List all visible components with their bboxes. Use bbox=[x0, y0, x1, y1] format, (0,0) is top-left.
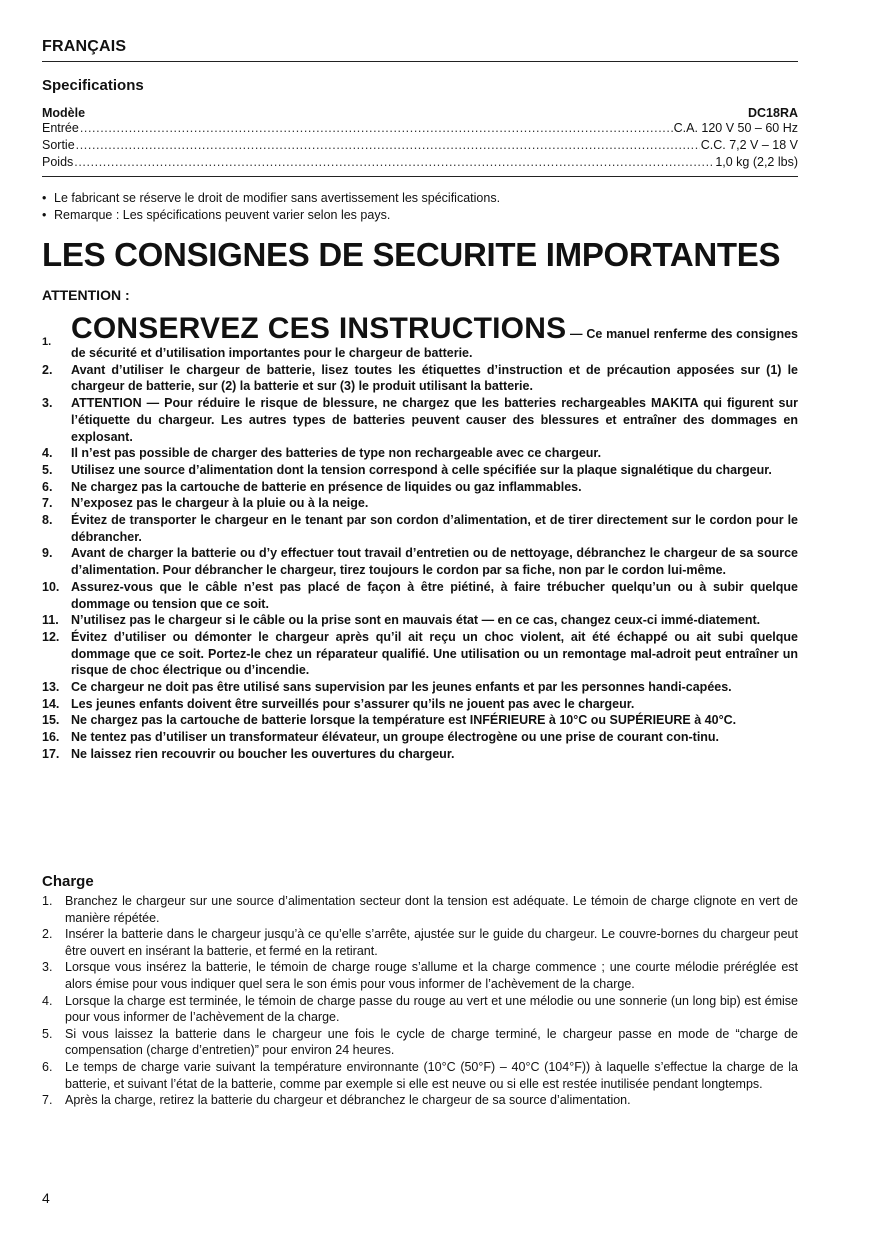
safety-list bbox=[42, 313, 798, 763]
item-number: 14. bbox=[42, 696, 60, 711]
safety-item bbox=[42, 746, 798, 763]
item-text: Avant d’utiliser le chargeur de batterie, lisez toutes les étiquettes d’instruction et de précaution apposées sur (1) le chargeur de batterie, sur (2) la batterie et sur (3) le produit utilisant la batterie. bbox=[71, 362, 798, 394]
language-heading: FRANÇAIS bbox=[42, 38, 127, 55]
spec-row-label: Sortie bbox=[42, 138, 75, 152]
dot-leader bbox=[74, 155, 714, 169]
spec-row-output bbox=[42, 138, 798, 155]
item-number: 7. bbox=[42, 496, 53, 511]
charge-item bbox=[42, 926, 798, 959]
item-text: Ne laissez rien recouvrir ou boucher les ouvertures du chargeur. bbox=[71, 746, 455, 761]
item-number: 17. bbox=[42, 746, 60, 761]
header-divider bbox=[42, 61, 798, 62]
item-number: 1. bbox=[42, 336, 52, 348]
item-number: 5. bbox=[42, 462, 53, 477]
safety-item bbox=[42, 612, 798, 629]
item-number: 1. bbox=[42, 894, 53, 908]
spec-row-value: 1,0 kg (2,2 lbs) bbox=[715, 155, 798, 169]
item-text: Le temps de charge varie suivant la température environnante (10°C (50°F) – 40°C (104°F)) à laquelle s’effectue la charge de la batterie, et suivant l’état de la batterie, comme par exemple si elle est neuve ou si elle est restée inutilisée pendant longtemps. bbox=[65, 1059, 798, 1091]
item-text: N’utilisez pas le chargeur si le câble ou la prise sont en mauvais état — en ce cas, changez ceux-ci immé-diatement. bbox=[71, 613, 761, 628]
item-text: Il n’est pas possible de charger des batteries de type non rechargeable avec ce chargeur. bbox=[71, 446, 602, 461]
charge-item bbox=[42, 1092, 798, 1109]
safety-item bbox=[42, 462, 798, 479]
safety-item bbox=[42, 679, 798, 696]
item-text: Ne chargez pas la cartouche de batterie lorsque la température est INFÉRIEURE à 10°C ou SUPÉRIEURE à 40°C. bbox=[71, 713, 737, 728]
charge-item bbox=[42, 1026, 798, 1059]
safety-item bbox=[42, 712, 798, 729]
note-item: • Le fabricant se réserve le droit de modifier sans avertissement les spécifications. bbox=[42, 190, 798, 207]
charge-item bbox=[42, 1059, 798, 1092]
safety-item bbox=[42, 479, 798, 496]
charge-item bbox=[42, 959, 798, 992]
page-number: 4 bbox=[42, 1190, 50, 1206]
item-number: 12. bbox=[42, 629, 60, 644]
item-number: 6. bbox=[42, 1059, 53, 1074]
item-text: Lorsque la charge est terminée, le témoin de charge passe du rouge au vert et une mélodie ou une sonnerie (un long bip) est émise pour vous informer de l’achèvement de la charge. bbox=[65, 993, 798, 1025]
item-number: 3. bbox=[42, 960, 53, 975]
safety-item bbox=[42, 545, 798, 578]
spec-row-label: Poids bbox=[42, 155, 74, 169]
safety-item bbox=[42, 445, 798, 462]
item-number: 11. bbox=[42, 613, 59, 628]
item-number: 5. bbox=[42, 1026, 53, 1041]
note-item: • Remarque : Les spécifications peuvent varier selon les pays. bbox=[42, 207, 798, 224]
safety-item bbox=[42, 696, 798, 713]
safety-item bbox=[42, 395, 798, 445]
safety-item bbox=[42, 629, 798, 679]
spec-row-value: C.C. 7,2 V – 18 V bbox=[700, 138, 798, 152]
conserve-instructions-heading: CONSERVEZ CES INSTRUCTIONS bbox=[71, 312, 567, 345]
item-text: Lorsque vous insérez la batterie, le témoin de charge rouge s’allume et la charge commence ; une courte mélodie préréglée est alors émise pour vous indiquer quel sera le son émis pour vous informer de l’achèvement de la charge. bbox=[65, 960, 798, 991]
safety-item bbox=[42, 579, 798, 612]
item-number: 2. bbox=[42, 927, 53, 942]
item-number: 4. bbox=[42, 446, 53, 461]
charge-title: Charge bbox=[42, 873, 94, 890]
spec-divider bbox=[42, 176, 798, 177]
item-number: 8. bbox=[42, 513, 53, 528]
item-text: Utilisez une source d’alimentation dont la tension correspond à celle spécifiée sur la plaque signalétique du chargeur. bbox=[71, 462, 772, 477]
spec-model-value: DC18RA bbox=[747, 106, 798, 120]
item-text: Insérer la batterie dans le chargeur jusqu’à ce qu’elle s’arrête, ajustée sur le guide du chargeur. Le couvre-bornes du chargeur peut être ouvert en insérant la batterie, et fermé en la retirant. bbox=[65, 927, 798, 958]
item-text: Évitez de transporter le chargeur en le tenant par son cordon d’alimentation, et de tirer directement sur le cordon pour le débrancher. bbox=[71, 513, 798, 544]
safety-item bbox=[42, 729, 798, 746]
safety-title: LES CONSIGNES DE SECURITE IMPORTANTES bbox=[42, 236, 781, 273]
item-text: Assurez-vous que le câble n’est pas placé de façon à être piétiné, à faire trébucher quelqu’un ou à subir quelque dommage ou tension que ce soit. bbox=[71, 579, 798, 611]
item-number: 4. bbox=[42, 993, 53, 1008]
safety-item bbox=[42, 512, 798, 545]
charge-list bbox=[42, 893, 798, 1109]
item-number: 9. bbox=[42, 546, 53, 561]
item-number: 2. bbox=[42, 362, 53, 377]
safety-item bbox=[42, 495, 798, 512]
item-number: 16. bbox=[42, 730, 60, 745]
item-text: Si vous laissez la batterie dans le chargeur une fois le cycle de charge terminé, le chargeur passe en mode de “charge de compensation (charge d’entretien)” pour environ 24 heures. bbox=[65, 1026, 798, 1058]
item-number: 15. bbox=[42, 713, 60, 728]
charge-item bbox=[42, 893, 798, 926]
specifications-title: Specifications bbox=[42, 77, 144, 94]
spec-row-weight bbox=[42, 155, 798, 172]
item-text: ATTENTION — Pour réduire le risque de blessure, ne chargez que les batteries rechargeables MAKITA qui figurent sur l’étiquette du chargeur. Les autres types de batteries peuvent causer des blessures et entraîner des dommages en explosant. bbox=[71, 396, 798, 444]
attention-label: ATTENTION : bbox=[42, 287, 130, 303]
item-text: Ce chargeur ne doit pas être utilisé sans supervision par les jeunes enfants et par les personnes handi-capées. bbox=[71, 680, 732, 695]
charge-item bbox=[42, 993, 798, 1026]
spec-model-row bbox=[42, 106, 798, 120]
spec-row-input bbox=[42, 121, 798, 138]
item-number: 10. bbox=[42, 579, 60, 594]
dot-leader bbox=[76, 138, 700, 152]
item-number: 7. bbox=[42, 1093, 53, 1108]
spec-model-label: Modèle bbox=[42, 106, 86, 120]
item-text: Avant de charger la batterie ou d’y effectuer tout travail d’entretien ou de nettoyage, débranchez le chargeur de sa source d’alimentation. Pour débrancher le chargeur, tirez toujours le cordon par sa fiche, non par le cordon lui-même. bbox=[71, 546, 798, 578]
item-text: Ne chargez pas la cartouche de batterie en présence de liquides ou gaz inflammables. bbox=[71, 479, 582, 494]
item-text: Évitez d’utiliser ou démonter le chargeur après qu’il ait reçu un choc violent, ait été échappé ou ait subi quelque dommage que ce soit. Portez-le chez un réparateur qualifié. Une utilisation ou un remontage mal-adroit peut entraîner un risque de choc électrique ou d’incendie. bbox=[71, 629, 798, 678]
spec-notes bbox=[42, 190, 798, 224]
item-text: Ne tentez pas d’utiliser un transformateur élévateur, un groupe électrogène ou une prise de courant con-tinu. bbox=[71, 730, 720, 745]
item-number: 6. bbox=[42, 479, 53, 494]
item-text: N’exposez pas le chargeur à la pluie ou à la neige. bbox=[71, 496, 369, 511]
spec-row-value: C.A. 120 V 50 – 60 Hz bbox=[673, 121, 798, 135]
dot-leader bbox=[80, 121, 673, 135]
spec-row-label: Entrée bbox=[42, 121, 79, 135]
safety-item bbox=[42, 362, 798, 395]
item-text: Les jeunes enfants doivent être surveillés pour s’assurer qu’ils ne jouent pas avec le chargeur. bbox=[71, 696, 635, 711]
item-text: Après la charge, retirez la batterie du chargeur et débranchez le chargeur de sa source d’alimentation. bbox=[65, 1093, 631, 1108]
item-text: — Ce manuel renferme des consignes de sécurité et d’utilisation importantes pour le chargeur de batterie. bbox=[71, 327, 798, 360]
safety-item bbox=[42, 313, 798, 362]
item-number: 3. bbox=[42, 396, 53, 411]
item-text: Branchez le chargeur sur une source d’alimentation secteur dont la tension est adéquate. Le témoin de charge clignote en vert de manière répétée. bbox=[65, 894, 798, 925]
item-number: 13. bbox=[42, 680, 60, 695]
